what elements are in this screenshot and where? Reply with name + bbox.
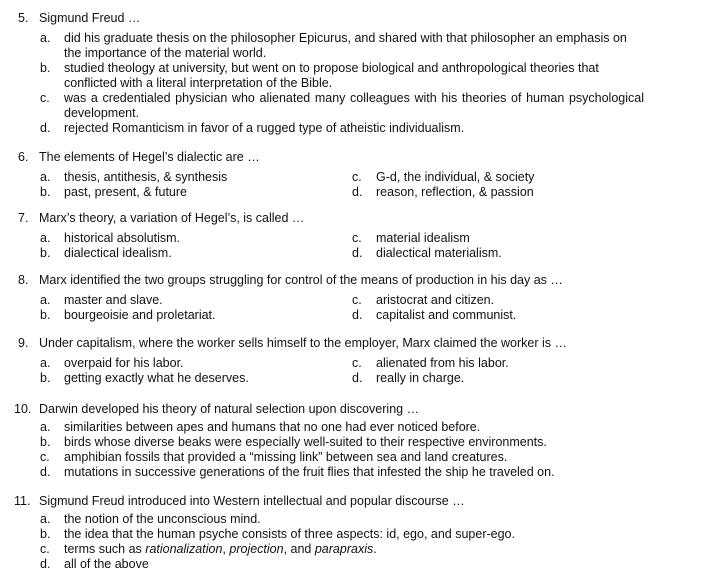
option-c: c. terms such as rationalization, projection, and parapraxis. [40, 542, 377, 556]
question-number: 5. [18, 11, 29, 25]
term-parapraxis: parapraxis [314, 542, 374, 556]
option-b: b. birds whose diverse beaks were especially well-suited to their respective environments. [40, 435, 547, 449]
question-7 [0, 211, 714, 261]
question-10 [0, 402, 714, 480]
term-rationalization: rationalization [145, 542, 223, 556]
option-b: b. bourgeoisie and proletariat. [40, 308, 216, 322]
option-a: a. master and slave. [40, 293, 163, 307]
option-b: b. past, present, & future [40, 185, 187, 199]
option-a: a. the notion of the unconscious mind. [40, 512, 261, 526]
option-d: d. reason, reflection, & passion [352, 185, 534, 199]
question-stem: Marx identified the two groups struggling for control of the means of production in his day as … [39, 273, 563, 287]
option-c: c. aristocrat and citizen. [352, 293, 495, 307]
option-d: d. rejected Romanticism in favor of a rugged type of atheistic individualism. [40, 121, 465, 135]
question-6 [0, 150, 714, 200]
option-a: a. overpaid for his labor. [40, 356, 184, 370]
question-number: 6. [18, 150, 29, 164]
option-d: d. really in charge. [352, 371, 465, 385]
question-number: 7. [18, 211, 29, 225]
question-stem: The elements of Hegel’s dialectic are … [39, 150, 260, 164]
option-c: c. material idealism [352, 231, 470, 245]
option-b: b. getting exactly what he deserves. [40, 371, 249, 385]
option-a: a. did his graduate thesis on the philosopher Epicurus, and shared with that philosopher an emphasis on the importance of the material world. [40, 31, 627, 60]
question-5 [0, 11, 714, 136]
question-8 [0, 273, 714, 323]
question-stem: Darwin developed his theory of natural selection upon discovering … [39, 402, 420, 416]
option-b: b. the idea that the human psyche consists of three aspects: id, ego, and super-ego. [40, 527, 515, 541]
option-d: d. dialectical materialism. [352, 246, 502, 260]
option-a: a. historical absolutism. [40, 231, 181, 245]
question-11 [0, 494, 714, 572]
question-number: 9. [18, 336, 29, 350]
option-c: c. G-d, the individual, & society [352, 170, 535, 184]
option-a: a. similarities between apes and humans that no one had ever noticed before. [40, 420, 481, 434]
question-number: 11. [14, 494, 31, 508]
option-b: b. studied theology at university, but went on to propose biological and anthropological theories that conflicted with a literal interpretation of the Bible. [40, 61, 599, 90]
question-9 [0, 336, 714, 386]
question-stem: Sigmund Freud … [39, 11, 141, 25]
option-b: b. dialectical idealism. [40, 246, 172, 260]
option-d: d. mutations in successive generations of the fruit flies that infested the ship he traveled on. [40, 465, 555, 479]
option-c: c. amphibian fossils that provided a “missing link” between sea and land creatures. [40, 450, 508, 464]
option-c: c. was a credentialed physician who alienated many colleagues with his theories of human psychological development. [40, 91, 644, 120]
question-stem: Marx’s theory, a variation of Hegel’s, is called … [39, 211, 305, 225]
option-d: d. all of the above [40, 557, 149, 571]
option-a: a. thesis, antithesis, & synthesis [40, 170, 228, 184]
question-stem: Under capitalism, where the worker sells himself to the employer, Marx claimed the worker is … [39, 336, 567, 350]
option-c: c. alienated from his labor. [352, 356, 509, 370]
term-projection: projection [229, 542, 284, 556]
option-d: d. capitalist and communist. [352, 308, 517, 322]
question-number: 8. [18, 273, 29, 287]
question-number: 10. [14, 402, 32, 416]
question-stem: Sigmund Freud introduced into Western intellectual and popular discourse … [39, 494, 465, 508]
